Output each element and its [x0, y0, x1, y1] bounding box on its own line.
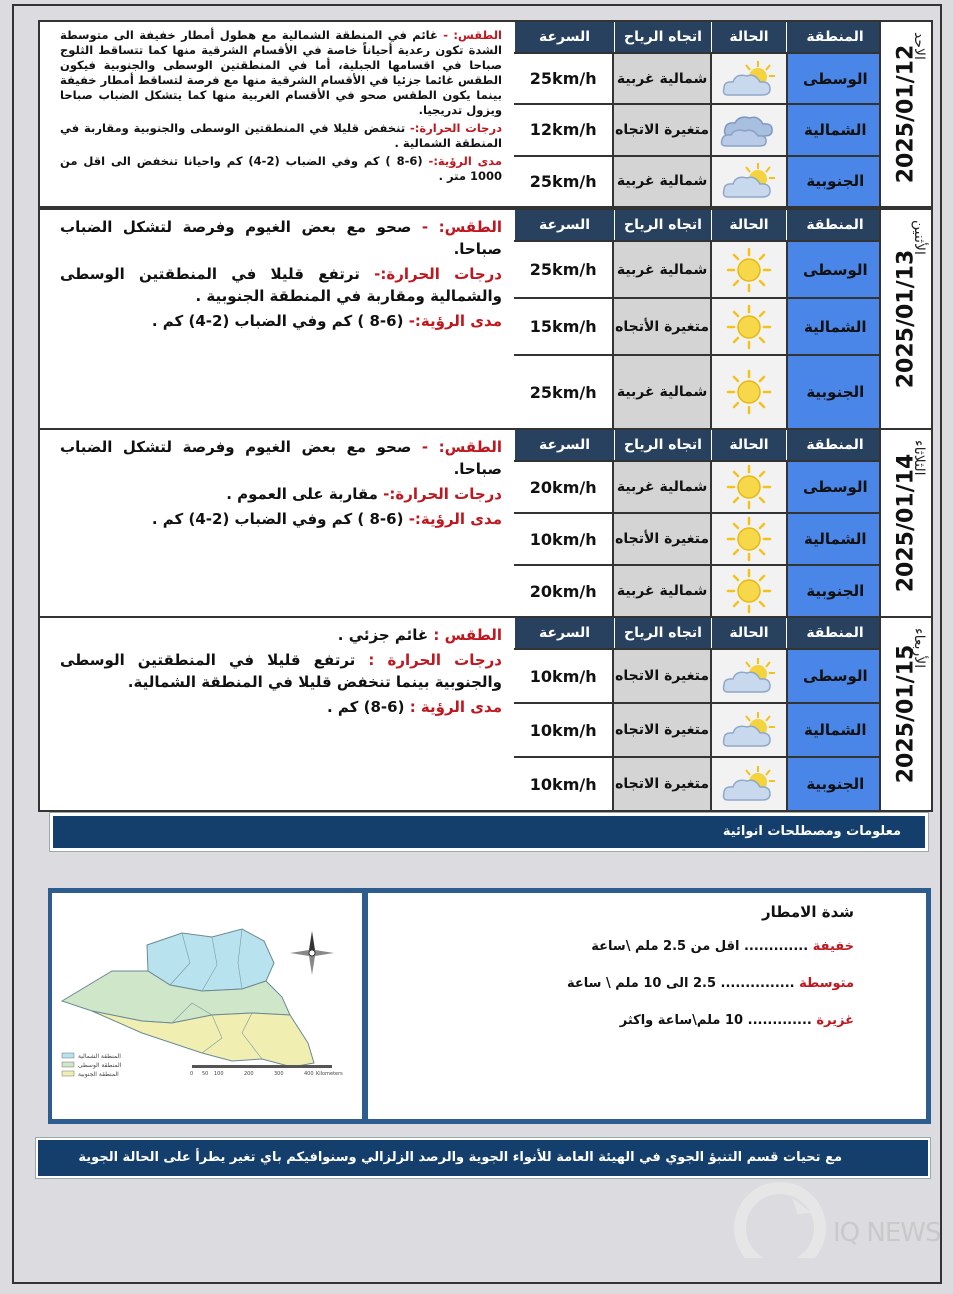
weather-text: غائم في المنطقة الشمالية مع هطول أمطار خفيفة الى متوسطة الشدة تكون رعدية أحياناً خاصة في الأقسام الشرقية منها كما تتساقط الثلوج صباحا في اقسامها الجبلية، أما في المنطقتين الوسطى والجنوبية فيكون الطقس غائما جزئيا في الأقسام الشرقية منها مع فرصة لتساقط أمطار خفيفة بينما يكون الطقس صحو في الأقسام الغربية منها كما يتشكل الضباب صباحا ويزول تدريجيا. — [60, 28, 502, 117]
sun-icon — [710, 242, 788, 297]
wind-direction-cell: شمالية غربية — [612, 356, 709, 428]
wind-speed-cell: 10km/h — [514, 704, 612, 756]
header-state: الحالة — [711, 430, 786, 460]
header-state: الحالة — [711, 22, 786, 52]
scale-unit: Kilometers — [316, 1071, 343, 1077]
rain-title: شدة الامطار — [762, 903, 854, 921]
scale-400: 400 — [304, 1071, 314, 1077]
region-cell: الجنوبية — [788, 356, 883, 428]
visibility-text: (6-8 ) كم وفي الضباب (2-4) كم . — [151, 510, 404, 528]
region-cell: الشمالية — [788, 514, 883, 564]
watermark-text: IQ NEWS — [833, 1218, 941, 1248]
temp-label: درجات الحرارة:- — [410, 121, 502, 135]
region-cell: الشمالية — [788, 105, 883, 154]
table-row — [514, 297, 883, 354]
weather-label: الطقس: - — [421, 218, 502, 236]
wind-direction-cell: متغيرة الاتجاه — [612, 758, 709, 810]
rain-item-desc: ............... 2.5 الى 10 ملم \ ساعة — [567, 976, 795, 991]
weather-text: غائم جزئي . — [337, 626, 429, 644]
partly-cloudy-icon — [710, 157, 788, 206]
wind-speed-cell: 10km/h — [514, 758, 612, 810]
day-name: الاحد — [911, 32, 927, 60]
day-text — [40, 210, 514, 428]
date-column — [879, 22, 931, 206]
wind-direction-cell: متغيرة الأتجاه — [612, 514, 709, 564]
day-name: الأثنين — [911, 220, 927, 255]
header-state: الحالة — [711, 618, 786, 648]
forecast-table — [514, 430, 883, 616]
date-label: 2025/01/14 — [893, 453, 919, 593]
rain-item — [368, 976, 854, 991]
visibility-text: (6-8 ) كم وفي الضباب (2-4) كم واحيانا تنخفض الى اقل من 1000 متر . — [60, 154, 502, 183]
visibility-label: مدى الرؤية : — [409, 698, 502, 716]
wind-direction-cell: متغيرة الاتجاه — [612, 105, 709, 154]
weather-label: الطقس: - — [421, 438, 502, 456]
forecast-table — [514, 618, 883, 810]
wind-speed-cell: 20km/h — [514, 462, 612, 512]
header-speed: السرعة — [514, 22, 614, 52]
wind-direction-cell: شمالية غربية — [612, 462, 709, 512]
wind-direction-cell: شمالية غربية — [612, 54, 709, 103]
wind-direction-cell: متغيرة الاتجاه — [612, 650, 709, 702]
table-header — [514, 210, 883, 240]
header-wind-dir: اتجاه الرياح — [614, 430, 711, 460]
day-text — [40, 22, 514, 206]
wind-direction-cell: متغيرة الاتجاه — [612, 704, 709, 756]
partly-cloudy-icon — [710, 650, 788, 702]
wind-speed-cell: 25km/h — [514, 54, 612, 103]
rain-item-name: متوسطة — [799, 976, 854, 991]
temp-label: درجات الحرارة:- — [374, 265, 503, 283]
table-row — [514, 155, 883, 206]
table-row — [514, 512, 883, 564]
table-row — [514, 564, 883, 616]
info-banner: معلومات ومصطلحات انوائية — [50, 813, 928, 851]
sun-icon — [710, 356, 788, 428]
visibility-text: (6-8 ) كم وفي الضباب (2-4) كم . — [151, 312, 404, 330]
wind-speed-cell: 25km/h — [514, 242, 612, 297]
region-cell: الوسطى — [788, 650, 883, 702]
weather-label: الطقس : — [433, 626, 502, 644]
header-state: الحالة — [711, 210, 786, 240]
rain-item-desc: ............. 10 ملم\ساعة واكثر — [619, 1013, 812, 1028]
header-region: المنطقة — [786, 22, 883, 52]
date-column — [879, 210, 931, 428]
legend-north: المنطقة الشمالية — [78, 1053, 121, 1060]
weather-label: الطقس: - — [443, 28, 503, 42]
day-name: الثلاثاء — [911, 440, 927, 476]
table-header — [514, 22, 883, 52]
wind-speed-cell: 10km/h — [514, 514, 612, 564]
wind-direction-cell: شمالية غربية — [612, 566, 709, 616]
sun-icon — [710, 566, 788, 616]
sun-icon — [710, 462, 788, 512]
scale-50: 50 — [202, 1071, 209, 1077]
region-cell: الجنوبية — [788, 758, 883, 810]
day-block-3 — [38, 428, 933, 618]
scale-300: 300 — [274, 1071, 284, 1077]
region-cell: الوسطى — [788, 462, 883, 512]
table-row — [514, 240, 883, 297]
rain-item — [368, 1013, 854, 1028]
rain-item-name: خفيفة — [812, 939, 854, 954]
date-column — [879, 618, 931, 810]
rain-item-desc: ............. اقل من 2.5 ملم \ساعة — [591, 939, 809, 954]
table-row — [514, 52, 883, 103]
forecast-table — [514, 210, 883, 428]
table-row — [514, 648, 883, 702]
wind-direction-cell: شمالية غربية — [612, 242, 709, 297]
header-region: المنطقة — [786, 430, 883, 460]
rain-item — [368, 939, 854, 954]
partly-cloudy-icon — [710, 758, 788, 810]
wind-speed-cell: 25km/h — [514, 157, 612, 206]
visibility-label: مدى الرؤية:- — [408, 510, 502, 528]
wind-speed-cell: 15km/h — [514, 299, 612, 354]
temp-text: مقاربة على العموم . — [226, 485, 378, 503]
header-wind-dir: اتجاه الرياح — [614, 618, 711, 648]
table-row — [514, 702, 883, 756]
day-block-4 — [38, 616, 933, 812]
header-speed: السرعة — [514, 210, 614, 240]
header-wind-dir: اتجاه الرياح — [614, 22, 711, 52]
scale-100: 100 — [214, 1071, 224, 1077]
sun-icon — [710, 299, 788, 354]
header-speed: السرعة — [514, 430, 614, 460]
wind-speed-cell: 20km/h — [514, 566, 612, 616]
header-speed: السرعة — [514, 618, 614, 648]
date-column — [879, 430, 931, 616]
visibility-text: (6-8) كم . — [327, 698, 405, 716]
table-header — [514, 430, 883, 460]
rain-cloud-icon — [710, 105, 788, 154]
footer-banner: مع تحيات قسم التنبؤ الجوي في الهيئة العامة للأنواء الجوية والرصد الزلزالي وسنوافيكم باي تغير يطرأ على الحالة الجوية — [36, 1138, 930, 1178]
temp-label: درجات الحرارة:- — [383, 485, 502, 503]
rain-intensity-box — [368, 893, 926, 1119]
temp-text: ترتفع قليلا في المنطقتين الوسطى والجنوبية بينما تنخفض قليلا في المنطقة الشمالية. — [60, 651, 502, 691]
wind-speed-cell: 12km/h — [514, 105, 612, 154]
date-label: 2025/01/13 — [893, 249, 919, 389]
region-cell: الوسطى — [788, 242, 883, 297]
table-row — [514, 354, 883, 428]
weather-text: صحو مع بعض الغيوم وفرصة لتشكل الضباب صباحا. — [60, 218, 502, 258]
visibility-label: مدى الرؤية:- — [428, 154, 502, 168]
temp-text: تنخفض قليلا في المنطقتين الوسطى والجنوبية ومقاربة في المنطقة الشمالية . — [60, 121, 502, 150]
legend-central: المنطقة الوسطى — [78, 1062, 122, 1069]
day-text — [40, 618, 514, 810]
region-cell: الشمالية — [788, 299, 883, 354]
header-region: المنطقة — [786, 210, 883, 240]
wind-direction-cell: متغيرة الأتجاه — [612, 299, 709, 354]
region-cell: الجنوبية — [788, 566, 883, 616]
wind-speed-cell: 25km/h — [514, 356, 612, 428]
table-header — [514, 618, 883, 648]
visibility-label: مدى الرؤية:- — [408, 312, 502, 330]
iraq-map — [52, 893, 362, 1119]
partly-cloudy-icon — [710, 704, 788, 756]
legend-south: المنطقة الجنوبية — [78, 1071, 119, 1078]
temp-text: ترتفع قليلا في المنطقتين الوسطى والشمالية ومقاربة في المنطقة الجنوبية . — [60, 265, 502, 305]
scale-200: 200 — [244, 1071, 254, 1077]
header-wind-dir: اتجاه الرياح — [614, 210, 711, 240]
temp-label: درجات الحرارة : — [368, 651, 502, 669]
scale-0: 0 — [190, 1071, 194, 1077]
region-cell: الوسطى — [788, 54, 883, 103]
weather-text: صحو مع بعض الغيوم وفرصة لتشكل الضباب صباحا. — [60, 438, 502, 478]
wind-direction-cell: شمالية غربية — [612, 157, 709, 206]
region-cell: الشمالية — [788, 704, 883, 756]
rain-item-name: غزيرة — [816, 1013, 854, 1028]
table-row — [514, 460, 883, 512]
region-cell: الجنوبية — [788, 157, 883, 206]
sun-icon — [710, 514, 788, 564]
day-block-1 — [38, 20, 933, 208]
wind-speed-cell: 10km/h — [514, 650, 612, 702]
partly-cloudy-icon — [710, 54, 788, 103]
date-label: 2025/01/15 — [893, 644, 919, 784]
table-row — [514, 103, 883, 154]
header-region: المنطقة — [786, 618, 883, 648]
day-name: الأربعاء — [911, 628, 927, 669]
day-text — [40, 430, 514, 616]
forecast-table — [514, 22, 883, 206]
date-label: 2025/01/12 — [893, 44, 919, 184]
day-block-2 — [38, 208, 933, 430]
table-row — [514, 756, 883, 810]
